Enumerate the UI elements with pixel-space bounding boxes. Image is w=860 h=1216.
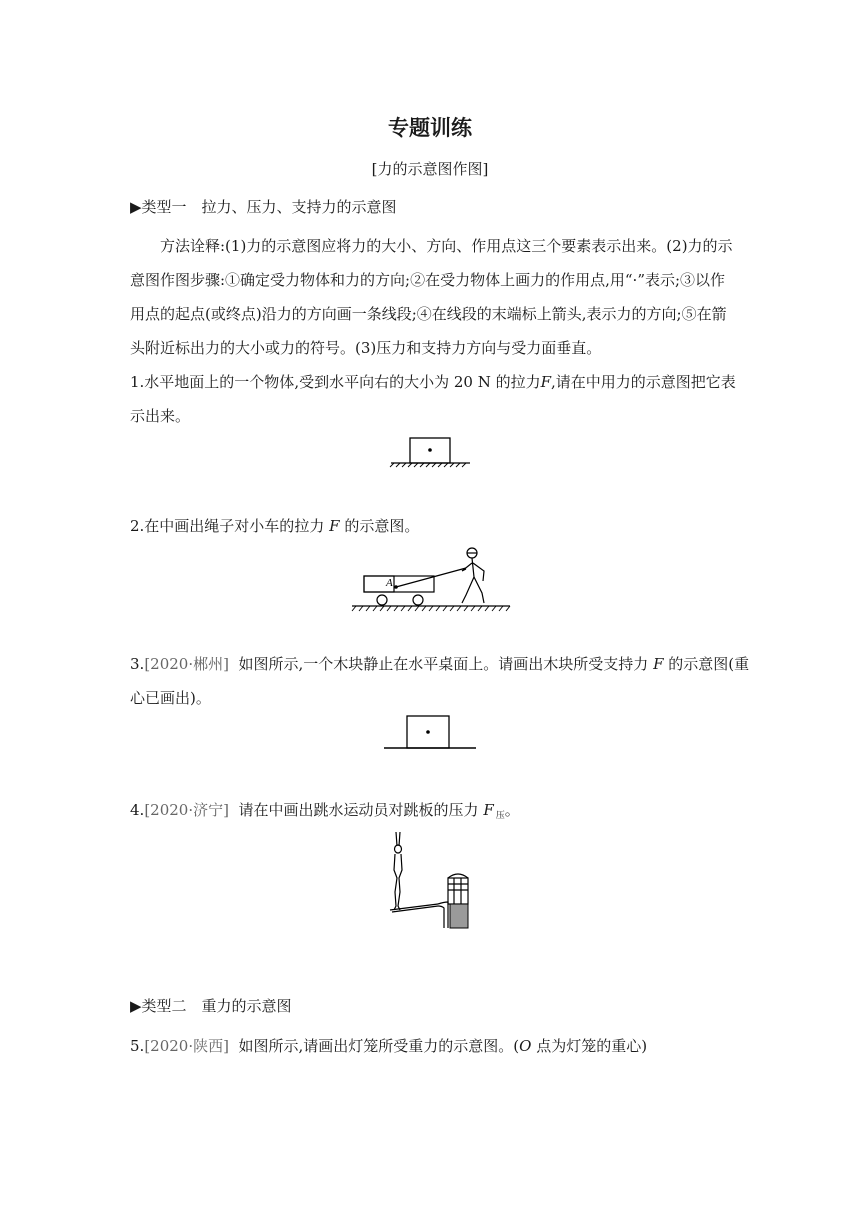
method-line-3: 用点的起点(或终点)沿力的方向画一条线段;④在线段的末端标上箭头,表示力的方向;⑤在箭 (130, 305, 727, 323)
page-subtitle: [力的示意图作图] (371, 160, 489, 178)
page-title: 专题训练 (388, 116, 472, 140)
q5-var: O (519, 1037, 532, 1055)
method-line-1: 方法诠释:(1)力的示意图应将力的大小、方向、作用点这三个要素表示出来。(2)力的示 (160, 237, 733, 255)
section-heading-2: ▶类型二 重力的示意图 (130, 997, 292, 1015)
q2-text: 2.在中画出绳子对小车的拉力 (130, 517, 325, 535)
q4-var: F (483, 801, 494, 819)
label-a: A (386, 577, 393, 589)
q4-num: 4. (130, 801, 145, 819)
q1-text-end: ,请在中用力的示意图把它表 (551, 373, 736, 391)
q4-text: 请在中画出跳水运动员对跳板的压力 (238, 801, 479, 819)
figure-block-on-ground-1 (388, 436, 472, 468)
section-heading-1: ▶类型一 拉力、压力、支持力的示意图 (130, 198, 397, 216)
q2-var: F (329, 517, 340, 535)
figure-diver-on-springboard (386, 830, 474, 930)
question-4 (130, 800, 740, 826)
q4-sub: 压 (495, 811, 505, 821)
figure-block-on-table (382, 714, 478, 754)
method-line-2: 意图作图步骤:①确定受力物体和力的方向;②在受力物体上画力的作用点,用“·”表示;③以作 (130, 271, 726, 289)
question-5 (130, 1036, 740, 1056)
question-1-line-2: 示出来。 (130, 407, 191, 425)
question-3-line-2: 心已画出)。 (130, 689, 211, 707)
q3-source: [2020·郴州] (144, 655, 229, 673)
q5-text: 如图所示,请画出灯笼所受重力的示意图。( (238, 1037, 520, 1055)
figure-person-pulling-cart (350, 541, 512, 613)
q3-text-end: 的示意图(重 (668, 655, 750, 673)
q1-var: F (540, 373, 552, 391)
q3-text: 如图所示,一个木块静止在水平桌面上。请画出木块所受支持力 (238, 655, 649, 673)
q5-text-end: 点为灯笼的重心) (536, 1037, 648, 1055)
q2-text-end: 的示意图。 (344, 517, 420, 535)
q3-num: 3. (130, 655, 145, 673)
question-1-line-1 (130, 372, 740, 392)
q3-var: F (653, 655, 664, 673)
q5-num: 5. (130, 1037, 145, 1055)
q1-text: 1.水平地面上的一个物体,受到水平向右的大小为 20 N 的拉力 (130, 373, 541, 391)
question-3-line-1 (130, 654, 750, 674)
q4-source: [2020·济宁] (144, 801, 229, 819)
method-line-4: 头附近标出力的大小或力的符号。(3)压力和支持力方向与受力面垂直。 (130, 339, 602, 357)
q4-end: 。 (504, 801, 520, 819)
question-2 (130, 516, 740, 536)
q5-source: [2020·陕西] (144, 1037, 229, 1055)
